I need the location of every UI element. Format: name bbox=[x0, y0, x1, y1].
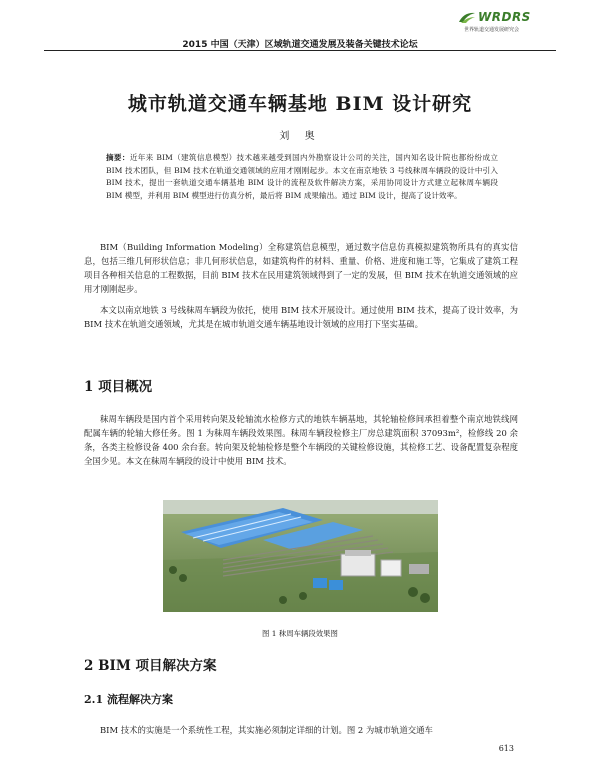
author: 刘 奥 bbox=[279, 131, 321, 142]
figure-caption: 图 1 秣周车辆段效果图 bbox=[262, 629, 338, 638]
section-heading: 1 项目概况 bbox=[84, 379, 153, 395]
depot-rendering-figure bbox=[163, 500, 438, 612]
logo-swoosh-icon bbox=[458, 10, 476, 24]
abstract-text: 近年来 BIM（建筑信息模型）技术越来越受到国内外勘察设计公司的关注，国内知名设计院也都纷纷成立 BIM 技术团队，但 BIM 技术在轨道交通领域的应用才刚刚起步。本文在南京地铁 3 号线秣周车辆段的设计中引入 BIM 技术，提出一套轨道交通车辆基地 BIM 设计的流程及软件解决方案，采用协同设计方式建立起秣周车辆段 BIM 模型，并利用 BIM 模型进行仿真分析，最后将 BIM 成果输出。通过 BIM 设计，提高了设计效率。 bbox=[106, 153, 499, 200]
depot-rendering-image bbox=[163, 500, 438, 612]
paper-title: 城市轨道交通车辆基地 BIM 设计研究 bbox=[127, 93, 473, 115]
body-paragraph: BIM（Building Information Modeling）全称建筑信息模型，通过数字信息仿真模拟建筑物所具有的真实信息，包括三维几何形状信息；非几何形状信息，如建筑构件的材料、重量、价格、进度和施工等，它集成了建筑工程项目各种相关信息的工程数据，目前 BIM 技术在民用建筑领域得到了一定的发展，但 BIM 技术在轨道交通领域的应用才刚刚起步。 bbox=[84, 242, 518, 294]
subsection-heading: 2.1 流程解决方案 bbox=[84, 693, 173, 706]
abstract-label: 摘要： bbox=[106, 153, 130, 162]
logo-subtitle: 世界轨道交通发展研究会 bbox=[464, 27, 520, 33]
section-heading: 2 BIM 项目解决方案 bbox=[84, 658, 217, 674]
body-paragraph: 秣周车辆段是国内首个采用转向架及轮轴流水检修方式的地铁车辆基地，其轮轴检修间承担着整个南京地铁线网配属车辆的轮轴大修任务。图 1 为秣周车辆段效果图。秣周车辆段检修主厂房总建筑面积 37093m²，检修线 20 余条，各类主检修设备 400 余台套。转向架及轮轴检修是整个车辆段的关键检修设施，其检修工艺、设备配置复杂程度全国少见。本文在秣周车辆段的设计中使用 BIM 技术。 bbox=[84, 414, 518, 466]
conference-header: 2015 中国（天津）区域轨道交通发展及装备关键技术论坛 bbox=[182, 40, 418, 50]
abstract bbox=[106, 152, 498, 202]
body-paragraph: BIM 技术的实施是一个系统性工程，其实施必须制定详细的计划。图 2 为城市轨道交通车 bbox=[100, 725, 433, 735]
header-divider bbox=[44, 50, 556, 51]
body-paragraph: 本文以南京地铁 3 号线秣周车辆段为依托，使用 BIM 技术开展设计。通过使用 BIM 技术，提高了设计效率，为 BIM 技术在轨道交通领域，尤其是在城市轨道交通车辆基地设计领域的应用打下坚实基础。 bbox=[84, 305, 518, 329]
wrdrs-logo bbox=[456, 6, 542, 36]
logo-text: WRDRS bbox=[478, 10, 531, 24]
page-number: 613 bbox=[498, 744, 514, 753]
